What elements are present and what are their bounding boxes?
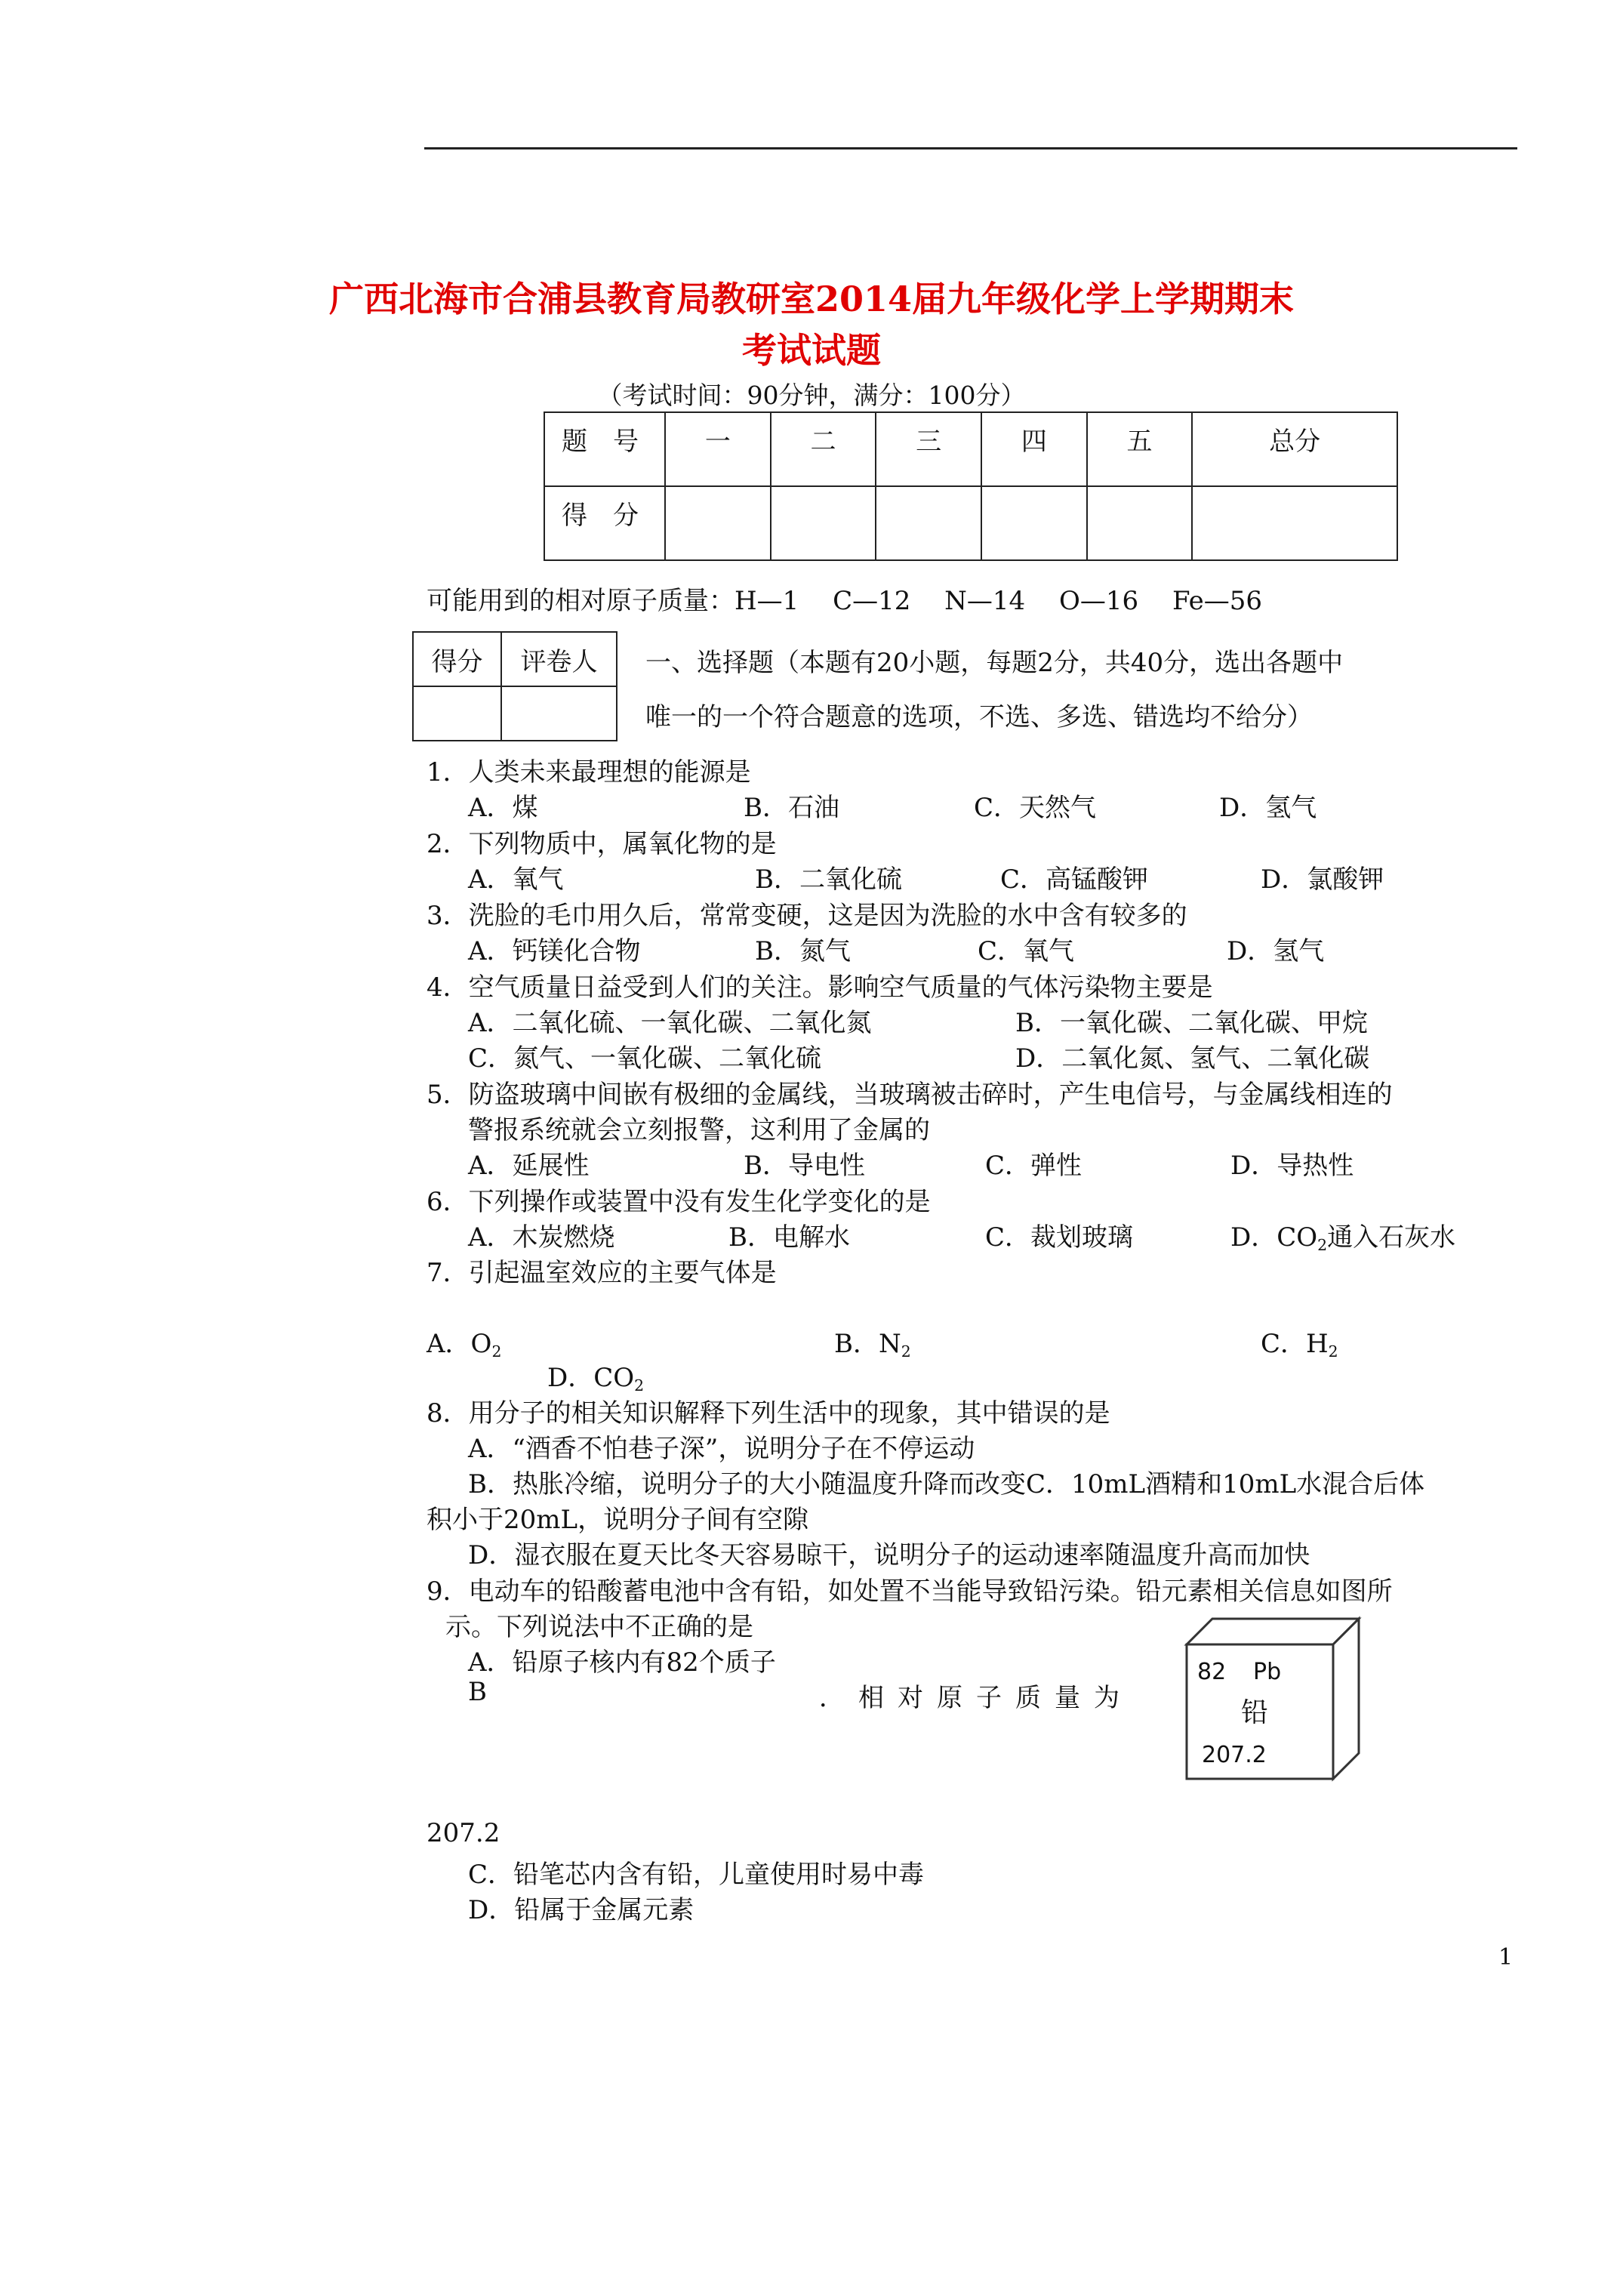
score-cell[interactable]	[771, 486, 876, 560]
q8-option-b: B．热胀冷缩，说明分子的大小随温度升降而改变C．10mL酒精和10mL水混合后体	[468, 1469, 1425, 1499]
element-atomic-mass: 207.2	[1202, 1742, 1267, 1768]
score-cell[interactable]	[876, 486, 981, 560]
score-cell[interactable]	[1192, 486, 1397, 560]
q7-option-b-text: B．N	[834, 1329, 901, 1359]
element-atomic-number: 82	[1197, 1659, 1227, 1685]
q5-stem-line1: 5．防盗玻璃中间嵌有极细的金属线，当玻璃被击碎时，产生电信号，与金属线相连的	[427, 1080, 1393, 1110]
grader-table	[412, 631, 617, 741]
q9-stem-line2: 示。下列说法中不正确的是	[445, 1612, 753, 1642]
q5-stem-line2: 警报系统就会立刻报警，这利用了金属的	[468, 1115, 930, 1145]
q8-option-b-cont: 积小于20mL，说明分子间有空隙	[427, 1505, 809, 1535]
score-table-col-2: 二	[771, 412, 876, 486]
q9-option-b-value: 207.2	[427, 1818, 500, 1848]
score-table	[544, 411, 1398, 561]
q9-option-c: C．铅笔芯内含有铅，儿童使用时易中毒	[468, 1860, 925, 1890]
q5-option-d: D．导热性	[1230, 1151, 1354, 1181]
q3-stem: 3．洗脸的毛巾用久后，常常变硬，这是因为洗脸的水中含有较多的	[427, 901, 1187, 931]
q4-option-c: C．氮气、一氧化碳、二氧化硫	[468, 1043, 822, 1074]
q3-option-b: B．氮气	[755, 936, 851, 966]
q2-stem: 2．下列物质中，属氧化物的是	[427, 829, 777, 859]
q7-option-d-sub: 2	[634, 1376, 645, 1395]
q7-option-a	[427, 1323, 501, 1361]
atomic-masses: 可能用到的相对原子质量：H—1 C—12 N—14 O—16 Fe—56	[427, 586, 1263, 616]
element-symbol: Pb	[1253, 1659, 1282, 1685]
score-cell[interactable]	[665, 486, 771, 560]
q2-option-b: B．二氧化硫	[755, 864, 902, 895]
element-name: 铅	[1241, 1697, 1269, 1728]
score-table-col-1: 一	[665, 412, 771, 486]
q5-option-a: A．延展性	[468, 1151, 590, 1181]
score-table-score-label: 得 分	[544, 486, 665, 560]
q4-option-a: A．二氧化硫、一氧化碳、二氧化氮	[468, 1008, 872, 1038]
q9-option-b-letter: B	[468, 1677, 487, 1707]
score-table-col-4: 四	[981, 412, 1087, 486]
q6-option-b: B．电解水	[728, 1222, 850, 1253]
exam-info: （考试时间：90分钟，满分：100分）	[597, 381, 1026, 410]
q7-option-c-text: C．H	[1261, 1329, 1329, 1359]
q4-option-d: D．二氧化氮、氢气、二氧化碳	[1015, 1043, 1370, 1074]
q7-option-c-sub: 2	[1328, 1342, 1338, 1361]
score-table-col-5: 五	[1087, 412, 1193, 486]
q9-option-d: D．铅属于金属元素	[468, 1895, 694, 1925]
q6-option-a: A．木炭燃烧	[468, 1222, 615, 1253]
q6-stem: 6．下列操作或装置中没有发生化学变化的是	[427, 1187, 931, 1217]
q3-option-d: D．氢气	[1227, 936, 1325, 966]
page-title-line1: 广西北海市合浦县教育局教研室2014届九年级化学上学期期末	[328, 279, 1295, 319]
q4-stem: 4．空气质量日益受到人们的关注。影响空气质量的气体污染物主要是	[427, 972, 1213, 1003]
q1-option-c: C．天然气	[974, 793, 1097, 823]
q8-option-a: A．“酒香不怕巷子深”，说明分子在不停运动	[468, 1434, 975, 1464]
q2-option-a: A．氧气	[468, 864, 564, 895]
score-table-header-label: 题 号	[544, 412, 665, 486]
score-cell[interactable]	[1087, 486, 1193, 560]
q3-option-c: C．氧气	[978, 936, 1075, 966]
grader-cell[interactable]	[413, 686, 501, 741]
q8-stem: 8．用分子的相关知识解释下列生活中的现象，其中错误的是	[427, 1398, 1110, 1428]
q2-option-c: C．高锰酸钾	[1000, 864, 1149, 895]
q7-option-c	[1261, 1323, 1338, 1361]
q6-option-c: C．裁划玻璃	[985, 1222, 1134, 1253]
score-cell[interactable]	[981, 486, 1087, 560]
q7-option-b	[834, 1323, 911, 1361]
page-number: 1	[1498, 1944, 1514, 1971]
q2-option-d: D．氯酸钾	[1261, 864, 1384, 895]
q9-stem-line1: 9．电动车的铅酸蓄电池中含有铅，如处置不当能导致铅污染。铅元素相关信息如图所	[427, 1576, 1393, 1607]
q9-option-b-text: ．相对原子质量为	[819, 1683, 1133, 1713]
grader-cell[interactable]	[501, 686, 617, 741]
q1-option-d: D．氢气	[1219, 793, 1317, 823]
q1-stem: 1．人类未来最理想的能源是	[427, 757, 751, 787]
header-rule	[424, 147, 1517, 149]
q7-stem: 7．引起温室效应的主要气体是	[427, 1258, 777, 1288]
q4-option-b: B．一氧化碳、二氧化碳、甲烷	[1015, 1008, 1368, 1038]
q7-option-a-sub: 2	[491, 1342, 502, 1361]
q1-option-a: A．煤	[468, 793, 538, 823]
q6-option-d-suffix: 通入石灰水	[1327, 1222, 1456, 1253]
grader-table-grader: 评卷人	[501, 632, 617, 686]
section1-line1: 一、选择题（本题有20小题，每题2分，共40分，选出各题中	[645, 648, 1344, 678]
grader-table-score: 得分	[413, 632, 501, 686]
score-table-col-total: 总分	[1192, 412, 1397, 486]
q6-option-d-sub: 2	[1317, 1236, 1328, 1254]
lead-element-card	[1184, 1616, 1365, 1782]
cube-top-face	[1187, 1619, 1359, 1644]
q7-option-d-text: D．CO	[547, 1363, 635, 1393]
score-table-col-3: 三	[876, 412, 981, 486]
q6-option-d-prefix: D．CO	[1230, 1222, 1318, 1253]
q5-option-b: B．导电性	[744, 1151, 865, 1181]
q1-option-b: B．石油	[744, 793, 839, 823]
q5-option-c: C．弹性	[985, 1151, 1083, 1181]
q3-option-a: A．钙镁化合物	[468, 936, 641, 966]
q9-option-a: A．铅原子核内有82个质子	[468, 1647, 776, 1678]
q7-option-a-text: A．O	[427, 1329, 492, 1359]
q7-option-b-sub: 2	[901, 1342, 911, 1361]
page-title-line2: 考试试题	[742, 330, 881, 371]
cube-side-face	[1333, 1619, 1359, 1779]
q6-option-d	[1230, 1216, 1455, 1254]
q8-option-d: D．湿衣服在夏天比冬天容易晾干，说明分子的运动速率随温度升高而加快	[468, 1540, 1310, 1570]
q7-option-d	[547, 1357, 644, 1395]
section1-line2: 唯一的一个符合题意的选项，不选、多选、错选均不给分）	[645, 702, 1313, 732]
